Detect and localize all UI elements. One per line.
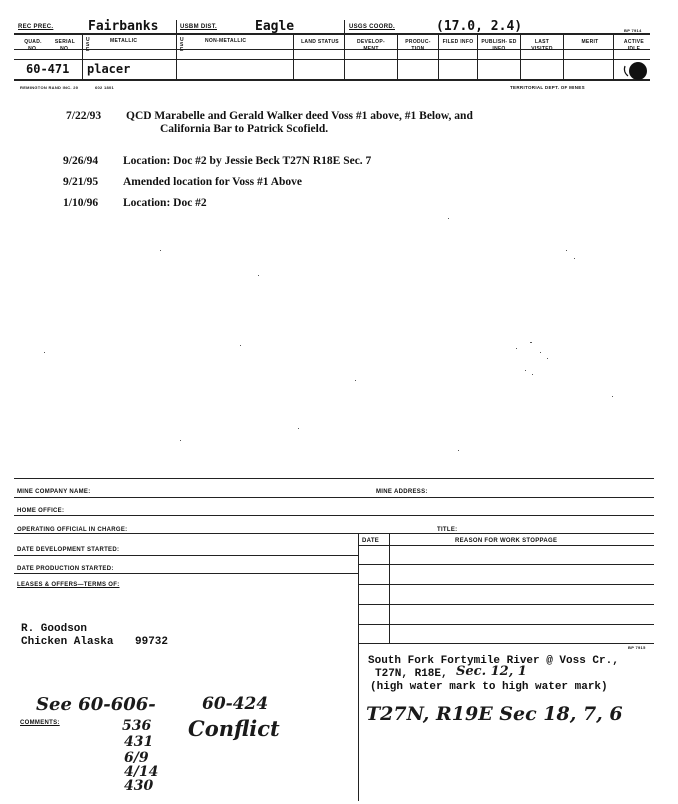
col-divider	[520, 35, 521, 80]
col-divider	[613, 35, 614, 80]
metallic-label: METALLIC	[110, 38, 138, 44]
table-row	[358, 624, 654, 625]
col-divider	[82, 35, 83, 80]
col-divider	[397, 35, 398, 80]
rec-prec-label: REC PREC.	[18, 24, 54, 30]
form-rule	[14, 555, 359, 556]
metallic-value: placer	[87, 62, 131, 76]
form-rule	[14, 533, 654, 534]
location-line-2-handwritten: Sec. 12, 1	[456, 664, 527, 679]
owner-address: Chicken Alaska	[21, 636, 114, 648]
title-label: TITLE:	[437, 527, 458, 533]
header-divider	[176, 20, 177, 80]
land-status-label: LAND STATUS	[301, 39, 339, 45]
entry-text: Location: Doc #2	[123, 197, 207, 209]
usgs-coord-label: USGS COORD.	[349, 24, 395, 30]
conflict-note: Conflict	[188, 716, 280, 741]
location-handwritten: T27N, R19E Sec 18, 7, 6	[366, 703, 623, 725]
table-row	[358, 604, 654, 605]
table-divider	[358, 533, 359, 643]
last-visited-label: LAST VISITED	[531, 39, 553, 52]
home-office-label: HOME OFFICE:	[17, 508, 65, 514]
comments-divider	[358, 643, 359, 801]
printer-code: 602 1801	[95, 85, 115, 90]
entry-text: Location: Doc #2 by Jessie Beck T27N R18E Sec. 7	[123, 155, 372, 167]
form-number: BP 7914	[624, 28, 642, 33]
operating-official-label: OPERATING OFFICIAL IN CHARGE:	[17, 527, 128, 533]
date-production-label: DATE PRODUCTION STARTED:	[17, 566, 114, 572]
table-row	[358, 643, 654, 644]
header-rule	[14, 59, 650, 60]
entry-date: 1/10/96	[63, 197, 99, 209]
published-label: PUBLISH- ED INFO	[481, 39, 517, 52]
dept-note: TERRITORIAL DEPT. OF MINES	[510, 85, 585, 90]
list-item: 430	[124, 778, 154, 794]
usbm-dist-value: Eagle	[255, 19, 295, 34]
serial-label: SERIAL NO.	[54, 39, 76, 52]
entry-date: 9/21/95	[63, 176, 99, 188]
entry-date: 7/22/93	[66, 110, 102, 122]
rec-prec-value: Fairbanks	[88, 19, 159, 34]
owner-name: R. Goodson	[21, 623, 88, 635]
form-rule	[14, 573, 359, 574]
merit-label: MERIT	[581, 39, 599, 45]
form-rule	[14, 515, 654, 516]
nonmetallic-label: NON-METALLIC	[205, 38, 247, 44]
printer-note: REMINGTON RAND INC. 20	[20, 85, 79, 90]
see-note: See 60-606-	[36, 694, 156, 715]
list-item: 6/9	[124, 750, 149, 766]
location-line-2: T27N, R18E,	[375, 668, 448, 680]
quad-label: QUAD. NO.	[24, 39, 42, 52]
entry-text: QCD Marabelle and Gerald Walker deed Voss #1 above, #1 Below, and	[126, 110, 473, 122]
list-item: 4/14	[124, 764, 159, 780]
mine-address-label: MINE ADDRESS:	[376, 489, 428, 495]
usgs-coord-value: (17.0, 2.4)	[436, 19, 523, 34]
list-item: 536	[122, 718, 152, 734]
leases-label: LEASES & OFFERS—TERMS OF:	[17, 582, 120, 588]
use-marks: U S E	[180, 37, 184, 53]
location-line-1: South Fork Fortymile River @ Voss Cr.,	[368, 655, 619, 667]
list-item: 431	[124, 734, 154, 750]
see-note-2: 60-424	[202, 694, 269, 714]
owner-zip: 99732	[135, 636, 169, 648]
location-line-3: (high water mark to high water mark)	[370, 681, 608, 693]
usbm-dist-label: USBM DIST.	[180, 24, 218, 30]
table-divider	[389, 533, 390, 643]
col-divider	[563, 35, 564, 80]
form-rule	[14, 497, 654, 498]
col-divider	[438, 35, 439, 80]
table-rule	[358, 545, 654, 546]
use-marks: U S E	[86, 37, 90, 53]
entry-text: Amended location for Voss #1 Above	[123, 176, 303, 188]
active-punch-icon	[622, 60, 650, 84]
entry-text-continued: California Bar to Patrick Scofield.	[160, 123, 329, 135]
header-divider	[344, 20, 345, 80]
comments-label: COMMENTS:	[20, 720, 60, 726]
col-divider	[293, 35, 294, 80]
date-development-label: DATE DEVELOPMENT STARTED:	[17, 547, 120, 553]
develop-label: DEVELOP- MENT	[357, 39, 385, 52]
table-row	[358, 584, 654, 585]
header-rule	[14, 79, 650, 81]
form-rule	[14, 478, 654, 479]
entry-date: 9/26/94	[63, 155, 99, 167]
filed-label: FILED INFO	[442, 39, 474, 45]
quad-serial-value: 60-471	[26, 62, 70, 76]
table-row	[358, 564, 654, 565]
col-divider	[477, 35, 478, 80]
date-column-label: DATE	[362, 538, 380, 544]
production-label: PRODUC- TION	[405, 39, 431, 52]
mine-company-label: MINE COMPANY NAME:	[17, 489, 91, 495]
form-number-2: BP 7915	[628, 645, 646, 650]
active-idle-label: ACTIVE IDLE	[623, 39, 645, 52]
reason-column-label: REASON FOR WORK STOPPAGE	[455, 538, 558, 544]
